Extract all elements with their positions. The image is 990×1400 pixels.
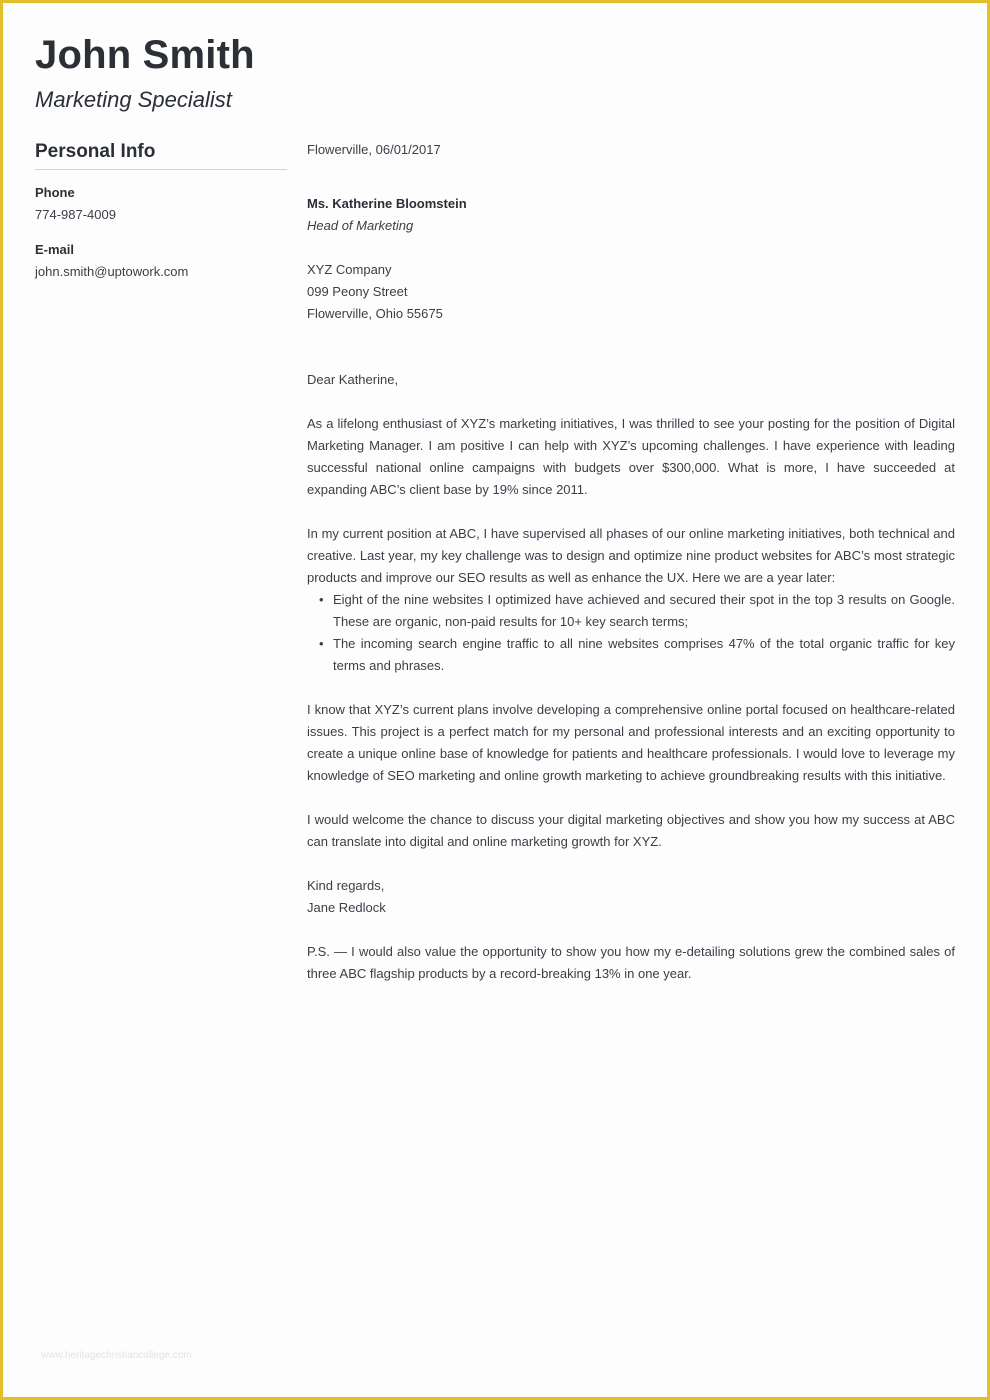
signature-name: Jane Redlock bbox=[307, 900, 386, 915]
recipient-title: Head of Marketing bbox=[307, 218, 414, 233]
achievement-list bbox=[307, 589, 955, 677]
phone-label: Phone bbox=[35, 185, 75, 200]
list-item bbox=[307, 589, 955, 633]
letter-paragraph-3: I know that XYZ’s current plans involve developing a comprehensive online portal focused on healthcare-related issues. This project is a perfect match for my personal and professional interests and an exciting opportunity to create a unique online base of knowledge for patients and healthcare professionals. I would love to leverage my knowledge of SEO marketing and online growth marketing to achieve groundbreaking results with this initiative. bbox=[307, 702, 955, 783]
personal-info-sidebar bbox=[35, 141, 287, 283]
bullet-icon: • bbox=[319, 592, 324, 607]
bullet-icon: • bbox=[319, 636, 324, 651]
postscript: P.S. — I would also value the opportunity to show you how my e-detailing solutions grew the combined sales of three ABC flagship products by a record-breaking 13% in one year. bbox=[307, 944, 955, 981]
list-item bbox=[307, 633, 955, 677]
letter-body bbox=[307, 139, 955, 985]
phone-value: 774-987-4009 bbox=[35, 207, 116, 222]
closing-line: Kind regards, bbox=[307, 878, 385, 893]
letter-paragraph-1: As a lifelong enthusiast of XYZ’s marketing initiatives, I was thrilled to see your posting for the position of Digital Marketing Manager. I am positive I can help with XYZ’s upcoming challenges. I have experience with leading successful national online campaigns with budgets over $300,000. What is more, I have succeeded at expanding ABC’s client base by 19% since 2011. bbox=[307, 416, 955, 497]
bullet-text: Eight of the nine websites I optimized have achieved and secured their spot in the top 3 results on Google. These are organic, non-paid results for 10+ key search terms; bbox=[333, 592, 955, 629]
watermark-text: www.heritagechristiancollege.com bbox=[41, 1350, 192, 1361]
recipient-street: 099 Peony Street bbox=[307, 284, 408, 299]
recipient-company: XYZ Company bbox=[307, 262, 392, 277]
email-label: E-mail bbox=[35, 242, 75, 257]
applicant-job-title: Marketing Specialist bbox=[35, 87, 232, 112]
recipient-city: Flowerville, Ohio 55675 bbox=[307, 306, 443, 321]
letter-paragraph-4: I would welcome the chance to discuss your digital marketing objectives and show you how my success at ABC can translate into digital and online marketing growth for XYZ. bbox=[307, 812, 955, 849]
personal-info-heading: Personal Info bbox=[35, 141, 287, 170]
applicant-name: John Smith bbox=[35, 33, 255, 77]
recipient-name: Ms. Katherine Bloomstein bbox=[307, 196, 467, 211]
email-value: john.smith@uptowork.com bbox=[35, 264, 189, 279]
greeting: Dear Katherine, bbox=[307, 372, 399, 387]
letter-paragraph-2: In my current position at ABC, I have supervised all phases of our online marketing initiatives, both technical and creative. Last year, my key challenge was to design and optimize nine product websites for ABC’s most strategic products and improve our SEO results as well as enhance the UX. Here we are a year later: bbox=[307, 526, 955, 585]
bullet-text: The incoming search engine traffic to all nine websites comprises 47% of the total organic traffic for key terms and phrases. bbox=[333, 636, 955, 673]
letter-date-line: Flowerville, 06/01/2017 bbox=[307, 142, 441, 157]
